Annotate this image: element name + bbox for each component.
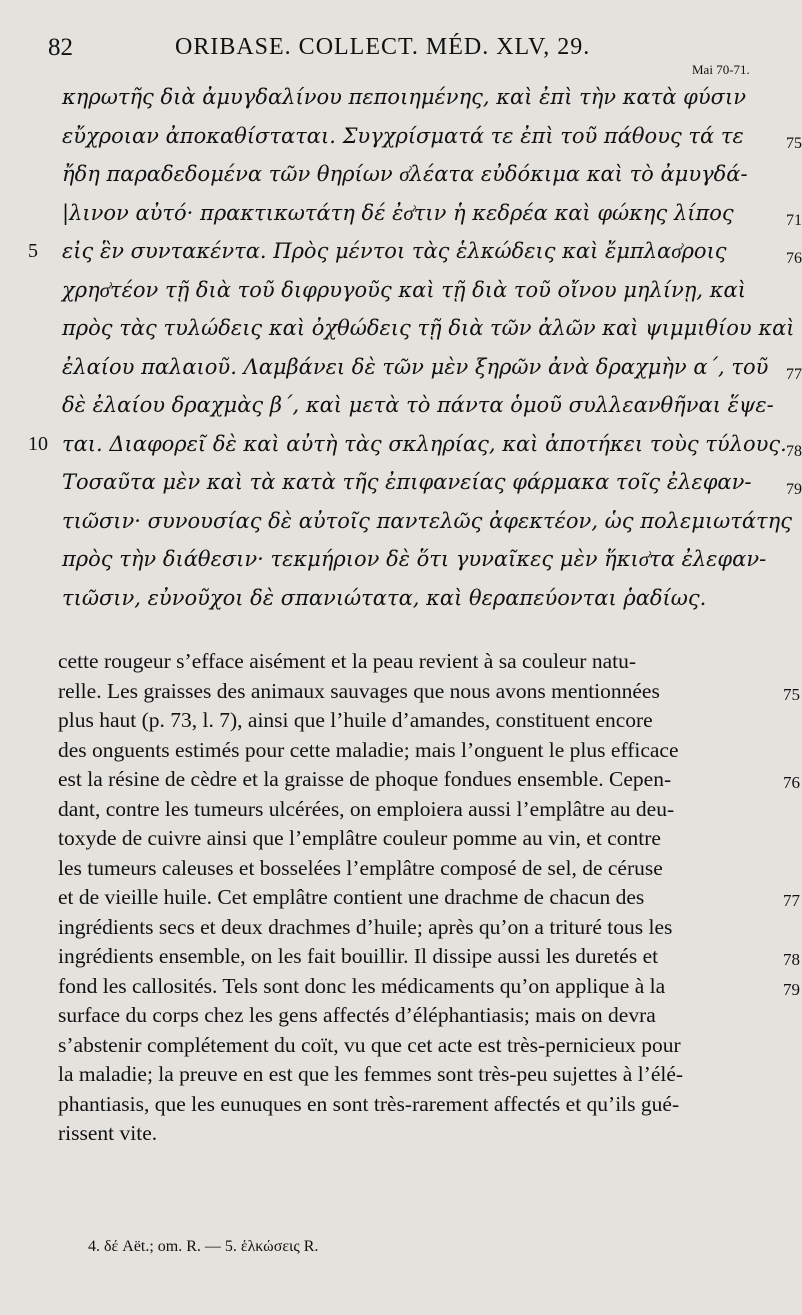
french-line-text: plus haut (p. 73, l. 7), ainsi que l’huile d’amandes, constituent encore [58,708,653,732]
margin-section-number: 75 [786,134,802,152]
french-line [58,706,770,736]
french-line-text: est la résine de cèdre et la graisse de phoque fondues ensemble. Cepen- [58,767,672,791]
greek-line-text: πρὸς τὰς τυλώδεις καὶ ὀχθώδεις τῇ διὰ τῶν ἀλῶν καὶ ψιμμιθίου καὶ [62,316,795,340]
french-line-text: rissent vite. [58,1121,158,1145]
greek-line [62,309,795,348]
french-line [58,883,800,913]
margin-section-number: 76 [783,773,800,792]
french-line-text: fond les callosités. Tels sont donc les médicaments qu’on applique à la [58,973,666,998]
greek-line-text: τιῶσιν· συνουσίας δὲ αὐτοῖς παντελῶς ἀφεκτέον, ὡς πολεμιωτάτης [62,508,793,533]
greek-line-text: τιῶσιν, εὐνοῦχοι δὲ σπανιώτατα, καὶ θεραπεύονται ῥαδίως. [62,585,707,610]
greek-line [62,117,802,156]
line-number: 10 [28,432,48,455]
margin-section-number: 71 [786,211,802,229]
french-line [58,677,800,707]
french-line [58,1060,770,1090]
french-line [58,647,770,677]
margin-section-number: 76 [786,250,802,267]
french-line [58,736,770,766]
margin-section-number: 78 [786,442,802,460]
french-line [58,1090,770,1120]
greek-line [62,155,770,194]
greek-line [62,540,770,579]
french-line [58,1001,770,1031]
french-line-text: relle. Les graisses des animaux sauvages que nous avons mentionnées [58,678,660,703]
french-line-text: la maladie; la preuve en est que les femmes sont très-peu sujettes à l’élé- [58,1062,684,1086]
greek-line-text: ἐλαίου παλαιοῦ. Λαμβάνει δὲ τῶν μὲν ξηρῶν ἀνὰ δραχμὴν α΄, τοῦ [62,354,769,379]
french-line-text: s’abstenir complétement du coït, vu que cet acte est très-pernicieux pour [58,1032,681,1057]
greek-line-text: πρὸς τὴν διάθεσιν· τεκμήριον δὲ ὅτι γυναῖκες μὲν ἥκισ͗τα ἐλεφαν- [62,547,767,571]
margin-section-number: 75 [783,684,800,704]
greek-line [28,232,802,271]
margin-section-number: 79 [783,979,800,999]
greek-line-text: χρησ͗τέον τῇ διὰ τοῦ διφρυγοῦς καὶ τῇ διὰ τοῦ οἴνου μηλίνῃ, καὶ [62,277,746,302]
french-line [58,824,770,854]
greek-text-block [28,78,802,617]
footnotes: 4. δέ Aët.; om. R. — 5. ἑλκώσεις R. [88,1238,319,1255]
french-line [58,765,800,795]
french-line-text: ingrédients secs et deux drachmes d’huile; après qu’on a trituré tous les [58,914,673,939]
greek-line-text: εἰς ἓν συντακέντα. Πρὸς μέντοι τὰς ἑλκώδεις καὶ ἔμπλασ͗ρoις [62,239,727,263]
greek-line [62,348,802,387]
french-line [58,913,770,943]
greek-line [62,271,770,310]
page-number: 82 [48,34,73,61]
greek-line-text: |λινον αὐτό· πρακτικωτάτη δέ ἐσ͗τιν ἡ κεδρέα καὶ φώκης λίπος [62,200,734,225]
running-head [30,34,690,74]
french-translation-block [58,647,800,1149]
greek-line-text: δὲ ἐλαίου δραχμὰς β΄, καὶ μετὰ τὸ πάντα ὁμοῦ συλλεανθῆναι ἕψε- [62,393,774,417]
greek-line [28,425,802,464]
greek-line [62,502,793,541]
margin-section-number: 77 [786,365,802,383]
french-line-text: surface du corps chez les gens affectés d’éléphantiasis; mais on devra [58,1003,656,1027]
manuscript-reference: Mai 70-71. [692,62,750,77]
french-line-text: toxyde de cuivre ainsi que l’emplâtre couleur pomme au vin, et contre [58,826,661,850]
greek-line [62,386,774,425]
greek-line-text: Τοσαῦτα μὲν καὶ τὰ κατὰ τῆς ἐπιφανείας φάρμακα τοῖς ἐλεφαν- [62,470,752,494]
french-line-text: des onguents estimés pour cette maladie; mais l’onguent le plus efficace [58,737,679,762]
french-line [58,795,770,825]
greek-line-text: ἤδη παραδεδομένα τῶν θηρίων σ͗λέατα εὐδόκιμα καὶ τὸ ἀμυγδά- [62,162,748,186]
french-line-text: dant, contre les tumeurs ulcérées, on emploiera aussi l’emplâtre au deu- [58,796,675,821]
french-line [58,1031,770,1061]
french-line-text: et de vieille huile. Cet emplâtre contient une drachme de chacun des [58,885,645,909]
french-line-text: ingrédients ensemble, on les fait bouillir. Il dissipe aussi les duretés et [58,944,659,968]
running-title: ORIBASE. COLLECT. MÉD. XLV, 29. [175,34,591,60]
line-number: 5 [28,240,38,262]
margin-section-number: 79 [786,481,802,498]
french-line-text: phantiasis, que les eunuques en sont très-rarement affectés et qu’ils gué- [58,1091,680,1116]
french-line-text: les tumeurs caleuses et bosselées l’emplâtre composé de sel, de céruse [58,855,663,880]
greek-line [62,463,802,502]
greek-line [62,78,770,117]
french-line [58,942,800,972]
greek-line [62,194,802,233]
margin-section-number: 78 [783,950,800,969]
french-line [58,972,800,1002]
french-line [58,854,770,884]
greek-line-text: κηρωτῆς διὰ ἀμυγδαλίνου πεποιημένης, καὶ ἐπὶ τὴν κατὰ φύσιν [62,85,746,109]
french-line [58,1119,770,1149]
greek-line [62,579,770,618]
greek-line-text: εὔχροιαν ἀποκαθίσταται. Συγχρίσματά τε ἐπὶ τοῦ πάθους τά τε [62,123,744,148]
margin-section-number: 77 [783,891,800,910]
french-line-text: cette rougeur s’efface aisément et la peau revient à sa couleur natu- [58,649,637,673]
greek-line-text: ται. Διαφορεῖ δὲ καὶ αὐτὴ τὰς σκληρίας, καὶ ἀποτήκει τοὺς τύλους. [62,431,787,456]
